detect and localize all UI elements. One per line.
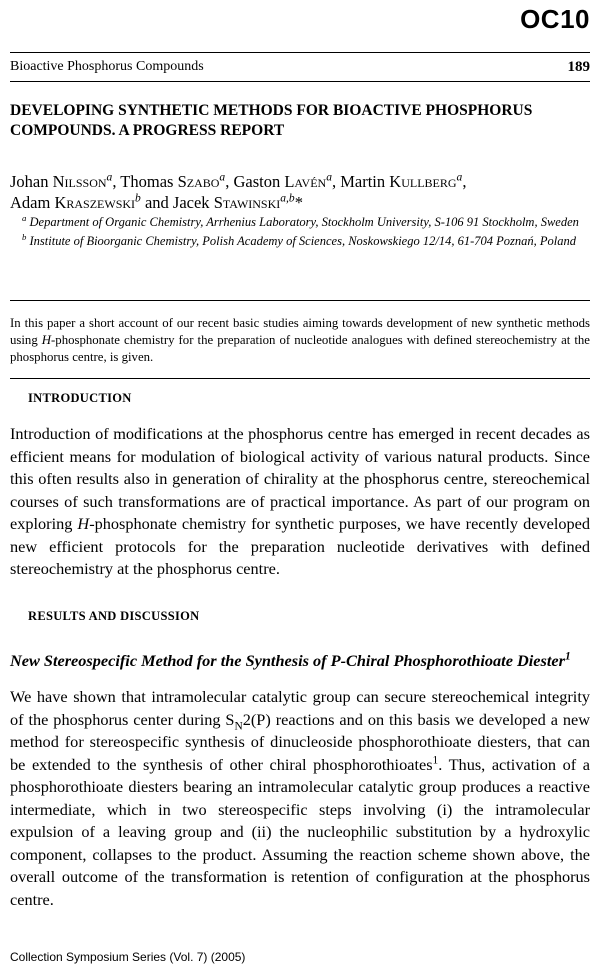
paper-title: DEVELOPING SYNTHETIC METHODS FOR BIOACTIVE PHOSPHORUS COMPOUNDS. A PROGRESS REPORT: [10, 102, 533, 139]
section-heading-introduction: INTRODUCTION: [28, 391, 132, 405]
introduction-paragraph: Introduction of modifications at the phosphorus centre has emerged in recent decades as efficient means for modulation of biological activity of various natural products. Since this often results also in generation of chirality at the phosphorus centre, stereochemical courses of such transformations are of practical importance. As part of our program on exploring H-phosphonate chemistry for synthetic purposes, we have recently developed new efficient protocols for the preparation nucleotide derivatives with defined stereochemistry at the phosphorus centre.: [10, 424, 590, 578]
author: Thomas Szabo$^a$,: [120, 171, 234, 191]
footer-citation: Collection Symposium Series (Vol. 7) (2005): [10, 950, 246, 964]
running-header-section: Bioactive Phosphorus Compounds: [10, 59, 204, 74]
author: Johan Nilsson$^a$,: [10, 171, 121, 191]
author-list: [10, 171, 590, 213]
affiliations: [22, 214, 590, 251]
author: Jacek Stawinski$^{a,b}$*: [172, 192, 303, 212]
running-header: [10, 52, 590, 82]
abstract-bottom-rule: [10, 378, 590, 379]
results-paragraph: We have shown that intramolecular catalytic group can secure stereochemical integrity of the phosphorus center during $S_N2(P)$ reactions and on this basis we developed a new method for stereospecific synthesis of dinucleoside phosphorothioate diesters, that can be extended to the synthesis of other chiral phosphorothioates$^1$. Thus, activation of a phosphorothioate diesters bearing an intramolecular catalytic group produces a reactive intermediate, which in two stereospecific steps involving (i) the intramolecular expulsion of a leaving group and (ii) the nucleophilic substitution by a hydroxylic component, collapses to the product. Assuming the reaction scheme shown above, the overall outcome of the transformation is retention of configuration at the phosphorus centre.: [10, 687, 590, 909]
section-heading-results: RESULTS AND DISCUSSION: [28, 609, 200, 623]
subsection-heading: New Stereospecific Method for the Synthesis of P-Chiral Phosphorothioate Diester$^1$: [10, 650, 571, 670]
author: Martin Kullberg$^a$,: [340, 171, 467, 191]
document-code: OC10: [520, 4, 590, 34]
abstract: In this paper a short account of our recent basic studies aiming towards development of new synthetic methods using H-phosphonate chemistry for the preparation of nucleotide analogues with defined stereochemistry at the phosphorus centre, is given.: [10, 316, 590, 364]
abstract-top-rule: [10, 300, 590, 301]
page-number: 189: [567, 58, 590, 75]
affiliation: $^a$ Department of Organic Chemistry, Arrhenius Laboratory, Stockholm University, S-106 91 Stockholm, Sweden: [22, 212, 579, 229]
author: Adam Kraszewski$^b$ and: [10, 192, 173, 212]
affiliation: $^b$ Institute of Bioorganic Chemistry, Polish Academy of Sciences, Noskowskiego 12/14, 61-704 Poznań, Poland: [22, 231, 576, 248]
author: Gaston Lavén$^a$,: [233, 171, 341, 191]
